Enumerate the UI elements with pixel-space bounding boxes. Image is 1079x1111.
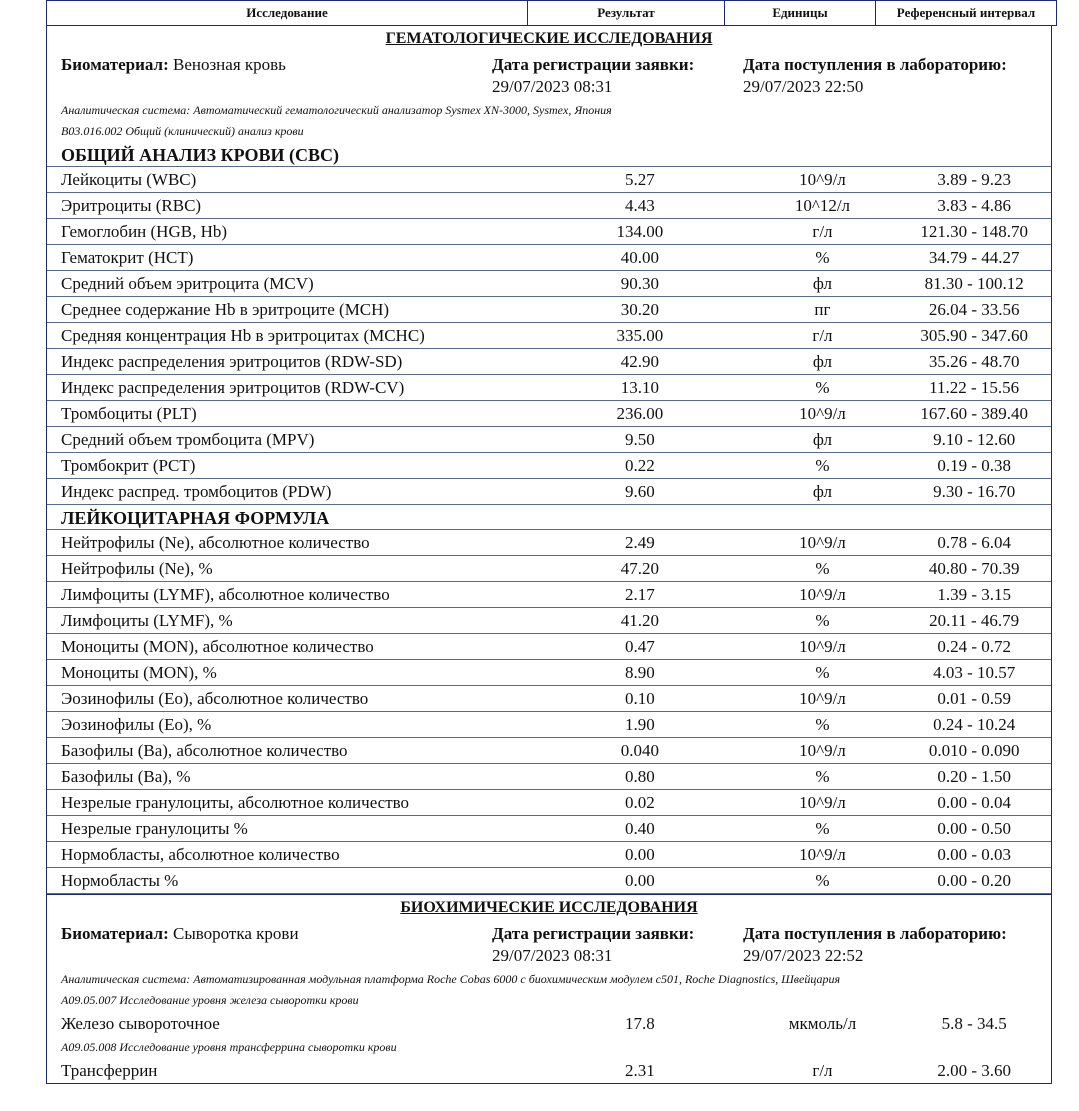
test-units: %: [815, 248, 830, 267]
test-result: 90.30: [620, 274, 659, 293]
biomaterial-value: Сыворотка крови: [172, 924, 299, 943]
test-units: 10^9/л: [799, 689, 846, 708]
test-result: 0.40: [624, 819, 655, 838]
biochemistry-title: БИОХИМИЧЕСКИЕ ИССЛЕДОВАНИЯ: [400, 899, 698, 916]
lab-arrival-label: Дата поступления в лабораторию:: [743, 55, 1007, 74]
table-row: [47, 634, 1051, 660]
test-units: %: [815, 611, 830, 630]
table-row: [47, 219, 1051, 245]
test-reference: 11.22 - 15.56: [929, 378, 1020, 397]
test-result: 42.90: [620, 352, 659, 371]
table-row: [47, 712, 1051, 738]
test-units: 10^9/л: [799, 404, 846, 423]
test-result: 47.20: [620, 559, 659, 578]
cbc-rows: [47, 167, 1051, 505]
test-units: 10^9/л: [799, 793, 846, 812]
table-row: [47, 375, 1051, 401]
test-reference: 2.00 - 3.60: [937, 1061, 1011, 1080]
test-name: Трансферрин: [61, 1061, 158, 1080]
biomaterial-label: Биоматериал:: [61, 55, 169, 74]
test-name: Базофилы (Ba), %: [61, 767, 191, 786]
test-reference: 0.01 - 0.59: [937, 689, 1011, 708]
registration-date-value: 29/07/2023 08:31: [492, 77, 613, 96]
analytical-system: Аналитическая система: Автоматический гематологический анализатор Sysmex XN-3000, Sysmex, Япония: [61, 103, 612, 117]
table-row: [47, 660, 1051, 686]
test-result: 9.50: [624, 430, 655, 449]
test-name: Незрелые гранулоциты, абсолютное количество: [61, 793, 410, 812]
test-reference: 0.24 - 0.72: [937, 637, 1011, 656]
test-reference: 0.00 - 0.03: [937, 845, 1011, 864]
test-name: Лимфоциты (LYMF), %: [61, 611, 233, 630]
test-result: 0.02: [624, 793, 655, 812]
test-name: Тромбоциты (PLT): [61, 404, 197, 423]
column-header-test: Исследование: [47, 1, 528, 26]
test-units: 10^9/л: [799, 845, 846, 864]
cbc-group-title: ОБЩИЙ АНАЛИЗ КРОВИ (СВС): [47, 142, 1051, 167]
test-units: %: [815, 767, 830, 786]
test-reference: 9.30 - 16.70: [933, 482, 1016, 501]
test-name: Средний объем тромбоцита (MPV): [61, 430, 315, 449]
test-reference: 81.30 - 100.12: [924, 274, 1024, 293]
service-code: В03.016.002 Общий (клинический) анализ крови: [61, 124, 304, 138]
lab-arrival-value: 29/07/2023 22:50: [743, 77, 864, 96]
test-name: Средний объем эритроцита (MCV): [61, 274, 314, 293]
test-name: Нейтрофилы (Ne), %: [61, 559, 213, 578]
test-name: Гематокрит (HCT): [61, 248, 194, 267]
table-row: [47, 790, 1051, 816]
biomaterial-value: Венозная кровь: [172, 55, 286, 74]
test-name: Гемоглобин (HGB, Hb): [61, 222, 228, 241]
lab-arrival-label: Дата поступления в лабораторию:: [743, 924, 1007, 943]
test-units: %: [815, 663, 830, 682]
test-name: Лимфоциты (LYMF), абсолютное количество: [61, 585, 390, 604]
table-row: [47, 245, 1051, 271]
hematology-section: [46, 26, 1052, 894]
test-units: фл: [812, 274, 832, 293]
test-name: Нейтрофилы (Ne), абсолютное количество: [61, 533, 370, 552]
table-row: [47, 453, 1051, 479]
table-row: [47, 271, 1051, 297]
test-units: мкмоль/л: [788, 1014, 857, 1033]
test-result: 8.90: [624, 663, 655, 682]
table-row: [47, 842, 1051, 868]
transferrin-result: [47, 1058, 1051, 1083]
table-row: [47, 582, 1051, 608]
transferrin-service-code: А09.05.008 Исследование уровня трансферрина сыворотки крови: [61, 1040, 397, 1054]
test-units: фл: [812, 482, 832, 501]
test-reference: 40.80 - 70.39: [928, 559, 1020, 578]
test-units: пг: [814, 300, 831, 319]
test-reference: 9.10 - 12.60: [933, 430, 1016, 449]
test-reference: 3.89 - 9.23: [937, 170, 1011, 189]
table-row: [47, 556, 1051, 582]
test-reference: 167.60 - 389.40: [920, 404, 1028, 423]
test-units: 10^9/л: [799, 170, 846, 189]
test-reference: 0.010 - 0.090: [928, 741, 1020, 760]
test-units: %: [815, 378, 830, 397]
test-result: 13.10: [620, 378, 659, 397]
test-units: 10^12/л: [794, 196, 851, 215]
test-units: 10^9/л: [799, 637, 846, 656]
test-result: 1.90: [624, 715, 655, 734]
test-name: Индекс распределения эритроцитов (RDW-SD): [61, 352, 403, 371]
differential-group-title: ЛЕЙКОЦИТАРНАЯ ФОРМУЛА: [47, 505, 1051, 530]
test-reference: 121.30 - 148.70: [920, 222, 1028, 241]
table-row: [47, 427, 1051, 453]
iron-result: [47, 1011, 1051, 1036]
test-reference: 0.24 - 10.24: [933, 715, 1016, 734]
table-row: [47, 738, 1051, 764]
table-row: [47, 816, 1051, 842]
table-row: [47, 608, 1051, 634]
biomaterial-label: Биоматериал:: [61, 924, 169, 943]
table-row: [47, 167, 1051, 193]
test-reference: 26.04 - 33.56: [928, 300, 1020, 319]
biochemistry-section: [46, 894, 1052, 1084]
test-reference: 20.11 - 46.79: [929, 611, 1020, 630]
differential-rows: [47, 530, 1051, 894]
test-result: 0.00: [624, 871, 655, 890]
test-result: 5.27: [624, 170, 655, 189]
hematology-title: ГЕМАТОЛОГИЧЕСКИЕ ИССЛЕДОВАНИЯ: [385, 30, 713, 47]
table-row: [47, 193, 1051, 219]
test-reference: 3.83 - 4.86: [937, 196, 1011, 215]
column-header-reference: Референсный интервал: [876, 1, 1057, 26]
table-row: [47, 297, 1051, 323]
table-row: [47, 764, 1051, 790]
registration-date-label: Дата регистрации заявки:: [492, 55, 695, 74]
test-units: фл: [812, 430, 832, 449]
test-result: 9.60: [624, 482, 655, 501]
test-name: Нормобласты %: [61, 871, 179, 890]
analytical-system: Аналитическая система: Автоматизированная модульная платформа Roche Cobas 6000 с биохимическим модулем c501, Roche Diagnostics, Швейцария: [61, 972, 841, 986]
test-name: Железо сывороточное: [61, 1014, 220, 1033]
table-row: [47, 686, 1051, 712]
test-result: 0.10: [624, 689, 655, 708]
test-units: %: [815, 819, 830, 838]
test-result: 335.00: [616, 326, 664, 345]
test-units: г/л: [812, 1061, 833, 1080]
test-units: %: [815, 559, 830, 578]
test-name: Моноциты (MON), %: [61, 663, 217, 682]
test-units: %: [815, 871, 830, 890]
test-result: 236.00: [616, 404, 664, 423]
test-units: %: [815, 456, 830, 475]
test-result: 0.22: [624, 456, 655, 475]
test-result: 134.00: [616, 222, 664, 241]
column-header-units: Единицы: [725, 1, 876, 26]
table-row: [47, 349, 1051, 375]
test-result: 30.20: [620, 300, 659, 319]
test-name: Эозинофилы (Eo), абсолютное количество: [61, 689, 369, 708]
test-units: г/л: [812, 326, 833, 345]
test-reference: 0.19 - 0.38: [937, 456, 1011, 475]
test-units: 10^9/л: [799, 585, 846, 604]
table-row: [47, 1058, 1051, 1083]
test-reference: 0.00 - 0.50: [937, 819, 1011, 838]
test-units: 10^9/л: [799, 741, 846, 760]
test-name: Нормобласты, абсолютное количество: [61, 845, 340, 864]
table-row: [47, 323, 1051, 349]
test-result: 2.31: [624, 1061, 655, 1080]
test-reference: 0.20 - 1.50: [937, 767, 1011, 786]
iron-service-code: А09.05.007 Исследование уровня железа сыворотки крови: [61, 993, 359, 1007]
test-result: 0.80: [624, 767, 655, 786]
test-units: 10^9/л: [799, 533, 846, 552]
test-reference: 0.00 - 0.20: [937, 871, 1011, 890]
report-header: [46, 0, 1057, 26]
test-name: Средняя концентрация Hb в эритроцитах (MCHC): [61, 326, 425, 345]
test-reference: 1.39 - 3.15: [937, 585, 1011, 604]
table-row: [47, 530, 1051, 556]
test-reference: 305.90 - 347.60: [920, 326, 1028, 345]
registration-date-value: 29/07/2023 08:31: [492, 946, 613, 965]
test-name: Лейкоциты (WBC): [61, 170, 197, 189]
test-units: фл: [812, 352, 832, 371]
test-name: Среднее содержание Hb в эритроците (MCH): [61, 300, 390, 319]
test-name: Эритроциты (RBC): [61, 196, 202, 215]
table-row: [47, 479, 1051, 505]
test-reference: 0.00 - 0.04: [937, 793, 1011, 812]
lab-report: [46, 0, 1052, 1084]
test-result: 41.20: [620, 611, 659, 630]
biochemistry-meta: [47, 919, 1051, 969]
test-name: Эозинофилы (Eo), %: [61, 715, 212, 734]
test-reference: 0.78 - 6.04: [937, 533, 1011, 552]
test-reference: 4.03 - 10.57: [933, 663, 1016, 682]
test-name: Моноциты (MON), абсолютное количество: [61, 637, 374, 656]
test-result: 40.00: [620, 248, 659, 267]
test-result: 0.00: [624, 845, 655, 864]
test-result: 0.47: [624, 637, 655, 656]
test-reference: 5.8 - 34.5: [941, 1014, 1007, 1033]
test-reference: 35.26 - 48.70: [928, 352, 1020, 371]
test-name: Тромбокрит (PCT): [61, 456, 196, 475]
test-units: %: [815, 715, 830, 734]
test-reference: 34.79 - 44.27: [928, 248, 1020, 267]
test-units: г/л: [812, 222, 833, 241]
test-name: Индекс распределения эритроцитов (RDW-CV): [61, 378, 405, 397]
test-result: 2.17: [624, 585, 655, 604]
test-result: 2.49: [624, 533, 655, 552]
test-name: Базофилы (Ba), абсолютное количество: [61, 741, 348, 760]
test-result: 17.8: [624, 1014, 655, 1033]
table-row: [47, 1011, 1051, 1036]
registration-date-label: Дата регистрации заявки:: [492, 924, 695, 943]
table-row: [47, 868, 1051, 894]
test-result: 4.43: [624, 196, 655, 215]
column-header-result: Результат: [528, 1, 725, 26]
hematology-meta: [47, 50, 1051, 100]
table-row: [47, 401, 1051, 427]
test-name: Индекс распред. тромбоцитов (PDW): [61, 482, 332, 501]
test-result: 0.040: [620, 741, 659, 760]
test-name: Незрелые гранулоциты %: [61, 819, 248, 838]
lab-arrival-value: 29/07/2023 22:52: [743, 946, 864, 965]
